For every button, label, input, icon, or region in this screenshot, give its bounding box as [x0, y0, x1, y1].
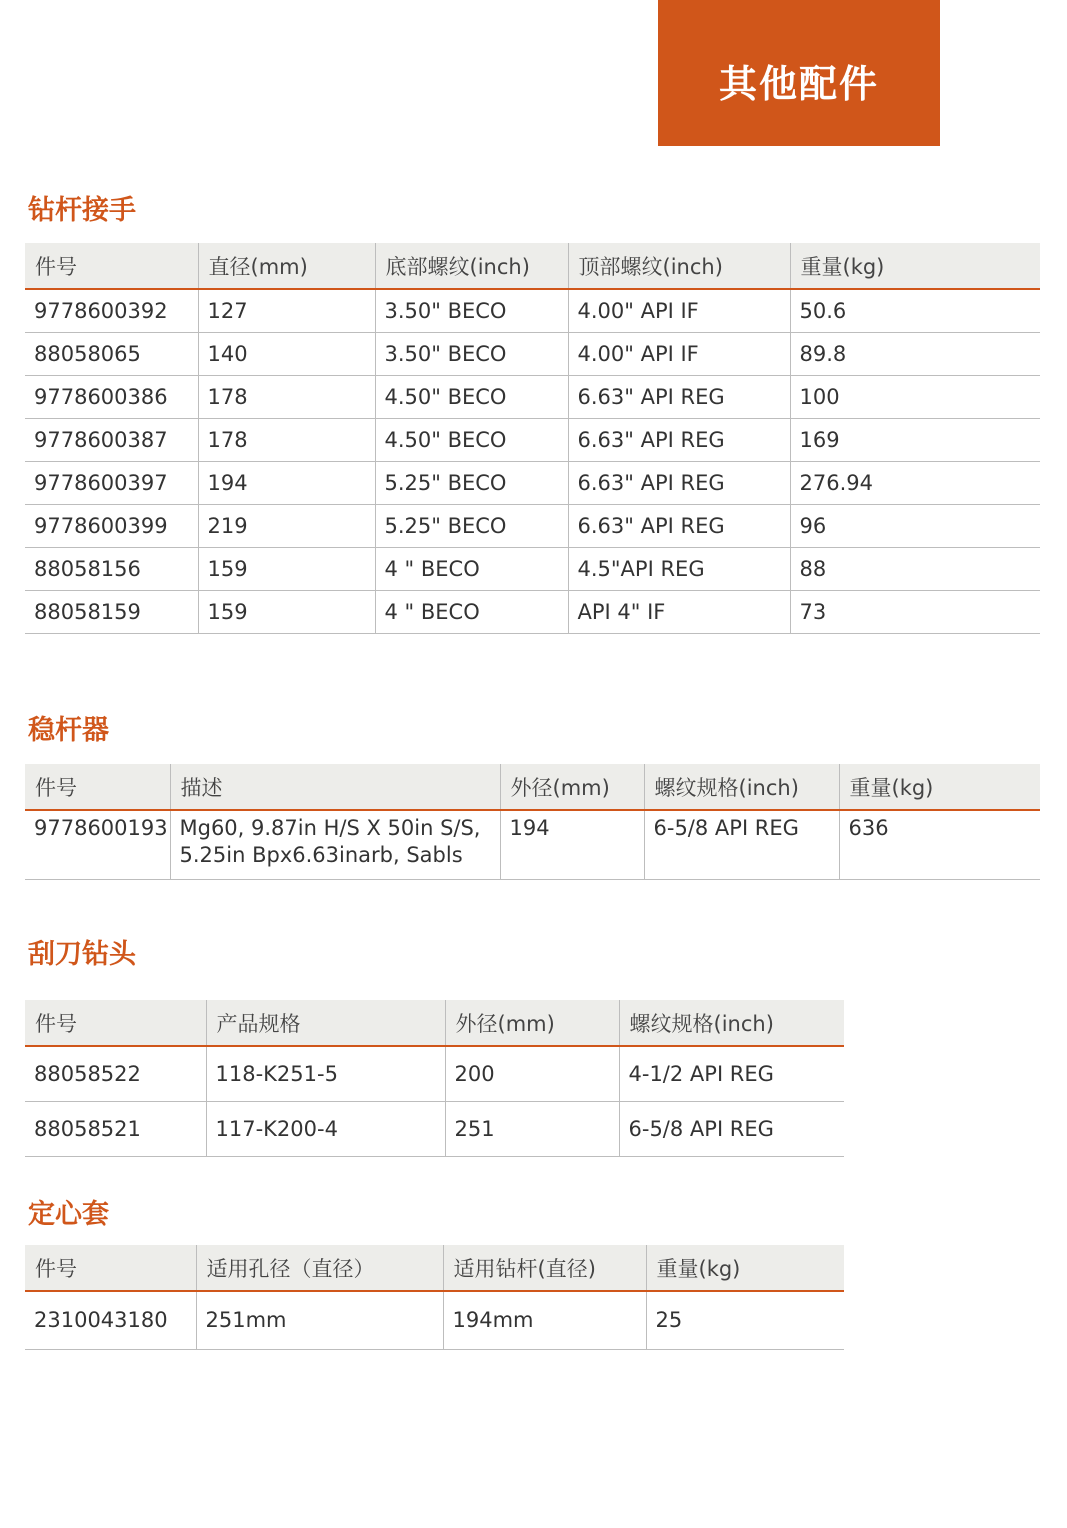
table-cell: 25	[646, 1291, 844, 1349]
section-title-centralizer: 定心套	[28, 1199, 109, 1230]
section-title-drill-pipe-sub: 钻杆接手	[28, 195, 136, 226]
table-cell: 9778600387	[25, 418, 198, 461]
table-row	[25, 375, 1040, 418]
table-row	[25, 461, 1040, 504]
table-cell: 3.50" BECO	[375, 332, 568, 375]
table-cell: 251	[445, 1101, 619, 1156]
drill-pipe-sub-table	[25, 243, 1040, 634]
table-cell: 4.50" BECO	[375, 375, 568, 418]
table-cell: 73	[790, 590, 1040, 633]
table-cell: 159	[198, 547, 375, 590]
table-cell: 9778600397	[25, 461, 198, 504]
table-row	[25, 590, 1040, 633]
table-cell: 6.63" API REG	[568, 504, 790, 547]
header-weight: 重量(kg)	[646, 1245, 844, 1291]
table-cell: 6.63" API REG	[568, 418, 790, 461]
header-thread-spec: 螺纹规格(inch)	[644, 764, 839, 810]
table-cell: 6-5/8 API REG	[644, 810, 839, 879]
header-bottom-thread: 底部螺纹(inch)	[375, 243, 568, 289]
header-thread-spec: 螺纹规格(inch)	[619, 1000, 844, 1046]
table-cell: 9778600386	[25, 375, 198, 418]
table-cell: Mg60, 9.87in H/S X 50in S/S, 5.25in Bpx6.63inarb, Sabls	[170, 810, 500, 879]
table-cell: 140	[198, 332, 375, 375]
table-cell: 194	[198, 461, 375, 504]
table-cell: 251mm	[196, 1291, 443, 1349]
table-row	[25, 504, 1040, 547]
table-row	[25, 418, 1040, 461]
table-cell: 4-1/2 API REG	[619, 1046, 844, 1101]
table-cell: 194	[500, 810, 644, 879]
table-cell: 219	[198, 504, 375, 547]
table-cell: 118-K251-5	[206, 1046, 445, 1101]
table-cell: 178	[198, 418, 375, 461]
header-weight: 重量(kg)	[790, 243, 1040, 289]
table-cell: 4.00" API IF	[568, 289, 790, 332]
table-cell: 4 " BECO	[375, 590, 568, 633]
table-cell: 6.63" API REG	[568, 461, 790, 504]
table-row	[25, 1101, 844, 1156]
table-row	[25, 332, 1040, 375]
table-cell: 4.50" BECO	[375, 418, 568, 461]
table-cell: 50.6	[790, 289, 1040, 332]
table-cell: 178	[198, 375, 375, 418]
table-cell: 169	[790, 418, 1040, 461]
table-cell: 6.63" API REG	[568, 375, 790, 418]
table-cell: 194mm	[443, 1291, 646, 1349]
table-cell: 9778600392	[25, 289, 198, 332]
table-cell: 6-5/8 API REG	[619, 1101, 844, 1156]
header-part-no: 件号	[25, 764, 170, 810]
header-description: 描述	[170, 764, 500, 810]
header-outer-diameter: 外径(mm)	[445, 1000, 619, 1046]
header-part-no: 件号	[25, 1000, 206, 1046]
table-cell: 159	[198, 590, 375, 633]
table-cell: 88058159	[25, 590, 198, 633]
table-cell: 200	[445, 1046, 619, 1101]
header-part-no: 件号	[25, 1245, 196, 1291]
table-cell: API 4" IF	[568, 590, 790, 633]
table-cell: 88058522	[25, 1046, 206, 1101]
section-title-drag-bit: 刮刀钻头	[28, 939, 136, 970]
table-row	[25, 1291, 844, 1349]
table-row	[25, 810, 1040, 879]
table-cell: 117-K200-4	[206, 1101, 445, 1156]
table-cell: 3.50" BECO	[375, 289, 568, 332]
table-cell: 636	[839, 810, 1040, 879]
table-cell: 4.5"API REG	[568, 547, 790, 590]
table-cell: 4 " BECO	[375, 547, 568, 590]
table-cell: 5.25" BECO	[375, 461, 568, 504]
header-drill-pipe-diameter: 适用钻杆(直径)	[443, 1245, 646, 1291]
centralizer-table	[25, 1245, 844, 1350]
page-banner: 其他配件	[658, 0, 940, 146]
header-hole-diameter: 适用孔径（直径）	[196, 1245, 443, 1291]
table-cell: 4.00" API IF	[568, 332, 790, 375]
table-cell: 88058521	[25, 1101, 206, 1156]
header-product-spec: 产品规格	[206, 1000, 445, 1046]
table-cell: 127	[198, 289, 375, 332]
header-top-thread: 顶部螺纹(inch)	[568, 243, 790, 289]
table-cell: 88	[790, 547, 1040, 590]
drag-bit-table	[25, 1000, 844, 1157]
table-cell: 88058065	[25, 332, 198, 375]
table-cell: 9778600399	[25, 504, 198, 547]
header-part-no: 件号	[25, 243, 198, 289]
section-title-stabilizer: 稳杆器	[28, 715, 109, 746]
header-outer-diameter: 外径(mm)	[500, 764, 644, 810]
table-cell: 9778600193	[25, 810, 170, 879]
table-cell: 89.8	[790, 332, 1040, 375]
table-row	[25, 289, 1040, 332]
table-cell: 96	[790, 504, 1040, 547]
table-cell: 5.25" BECO	[375, 504, 568, 547]
header-diameter: 直径(mm)	[198, 243, 375, 289]
table-cell: 276.94	[790, 461, 1040, 504]
header-weight: 重量(kg)	[839, 764, 1040, 810]
table-cell: 88058156	[25, 547, 198, 590]
table-row	[25, 547, 1040, 590]
stabilizer-table	[25, 764, 1040, 880]
table-cell: 2310043180	[25, 1291, 196, 1349]
table-cell: 100	[790, 375, 1040, 418]
table-row	[25, 1046, 844, 1101]
